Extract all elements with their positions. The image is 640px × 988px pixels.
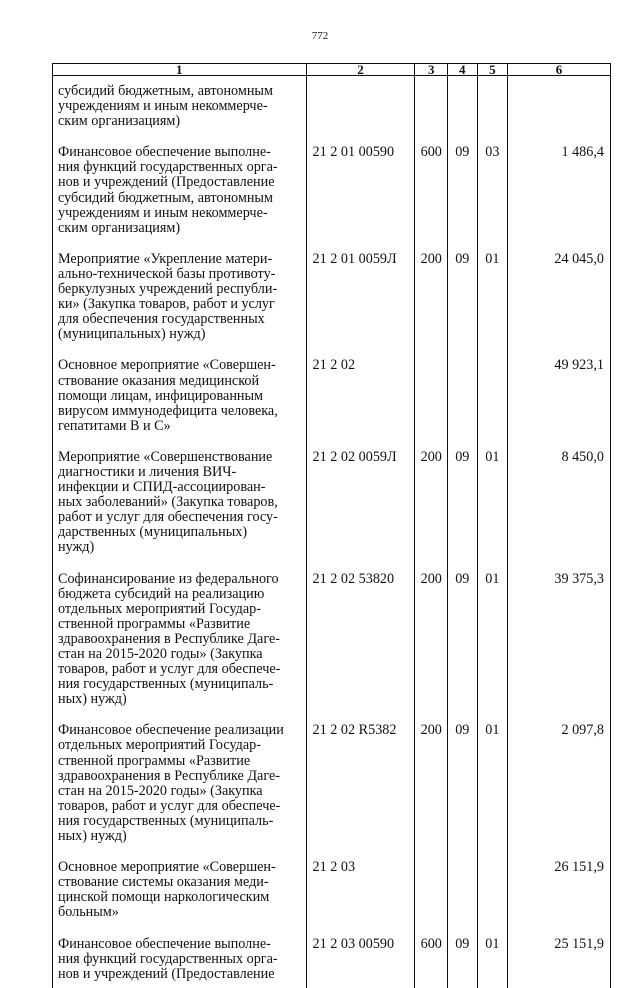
row-col-5: 01 xyxy=(477,572,508,724)
row-name: Финансовое обеспечение выполне- ния функций государственных орга- нов и учреждений (Предоставление xyxy=(53,937,307,988)
header-col-4: 4 xyxy=(448,64,478,76)
row-code: 21 2 02 0059Л xyxy=(306,450,415,572)
row-col-3: 600 xyxy=(415,145,448,252)
table-row xyxy=(53,252,611,359)
row-amount: 2 097,8 xyxy=(508,723,611,860)
row-code: 21 2 02 xyxy=(306,358,415,449)
row-amount: 25 151,9 xyxy=(508,937,611,988)
row-col-4: 09 xyxy=(448,723,478,860)
row-col-5: 01 xyxy=(477,937,508,988)
row-col-5 xyxy=(477,76,508,146)
row-code: 21 2 03 00590 xyxy=(306,937,415,988)
row-name: Финансовое обеспечение выполне- ния функций государственных орга- нов и учреждений (Предоставление субсидий бюджетным, автономным учреждениям и иным некоммерче- ским организациям) xyxy=(53,145,307,252)
header-col-6: 6 xyxy=(508,64,611,76)
row-amount: 49 923,1 xyxy=(508,358,611,449)
table-row xyxy=(53,723,611,860)
row-name: Финансовое обеспечение реализации отдельных мероприятий Государ- ственной программы «Развитие здравоохранения в Республике Даге- стан на 2015-2020 годы» (Закупка товаров, работ и услуг для обеспече- ния государственных (муниципаль- ных) нужд) xyxy=(53,723,307,860)
row-col-5 xyxy=(477,860,508,936)
row-name: Софинансирование из федерального бюджета субсидий на реализацию отдельных мероприятий Государ- ственной программы «Развитие здравоохранения в Республике Даге- стан на 2015-2020 годы» (Закупка товаров, работ и услуг для обеспече- ния государственных (муниципаль- ных) нужд) xyxy=(53,572,307,724)
row-col-3 xyxy=(415,76,448,146)
row-col-3 xyxy=(415,358,448,449)
row-col-5: 03 xyxy=(477,145,508,252)
row-amount xyxy=(508,76,611,146)
header-col-5: 5 xyxy=(477,64,508,76)
table-header xyxy=(53,64,611,76)
row-col-4: 09 xyxy=(448,572,478,724)
page-number: 772 xyxy=(311,30,329,42)
row-code: 21 2 01 0059Л xyxy=(306,252,415,359)
row-col-4: 09 xyxy=(448,937,478,988)
row-col-3: 200 xyxy=(415,252,448,359)
header-col-3: 3 xyxy=(415,64,448,76)
row-col-3: 200 xyxy=(415,450,448,572)
row-col-3: 600 xyxy=(415,937,448,988)
row-name: субсидий бюджетным, автономным учреждениям и иным некоммерче- ским организациям) xyxy=(53,76,307,146)
row-code: 21 2 02 R5382 xyxy=(306,723,415,860)
row-amount: 1 486,4 xyxy=(508,145,611,252)
row-name: Основное мероприятие «Совершен- ствование оказания медицинской помощи лицам, инфицированным вирусом иммунодефицита человека, гепатитами В и С» xyxy=(53,358,307,449)
row-name: Мероприятие «Совершенствование диагностики и личения ВИЧ- инфекции и СПИД-ассоциирован- ных заболеваний» (Закупка товаров, работ и услуг для обеспечения госу- дарственных (муниципальных) нужд) xyxy=(53,450,307,572)
row-amount: 24 045,0 xyxy=(508,252,611,359)
header-row xyxy=(53,64,611,76)
row-name: Основное мероприятие «Совершен- ствование системы оказания меди- цинской помощи наркологическим больным» xyxy=(53,860,307,936)
row-code: 21 2 02 53820 xyxy=(306,572,415,724)
table-body xyxy=(53,76,611,988)
table-row xyxy=(53,572,611,724)
row-amount: 39 375,3 xyxy=(508,572,611,724)
row-col-4 xyxy=(448,860,478,936)
row-col-5: 01 xyxy=(477,723,508,860)
header-col-1: 1 xyxy=(53,64,307,76)
table-row xyxy=(53,937,611,988)
row-col-5: 01 xyxy=(477,252,508,359)
row-col-3: 200 xyxy=(415,723,448,860)
row-col-3 xyxy=(415,860,448,936)
table-row xyxy=(53,450,611,572)
row-col-5: 01 xyxy=(477,450,508,572)
table-row xyxy=(53,358,611,449)
table-row xyxy=(53,860,611,936)
row-col-4 xyxy=(448,76,478,146)
row-code: 21 2 03 xyxy=(306,860,415,936)
table-row xyxy=(53,76,611,146)
row-col-5 xyxy=(477,358,508,449)
row-col-4: 09 xyxy=(448,450,478,572)
row-amount: 26 151,9 xyxy=(508,860,611,936)
row-col-4: 09 xyxy=(448,145,478,252)
row-col-3: 200 xyxy=(415,572,448,724)
row-amount: 8 450,0 xyxy=(508,450,611,572)
header-col-2: 2 xyxy=(306,64,415,76)
budget-table xyxy=(52,63,611,988)
row-name: Мероприятие «Укрепление матери- ально-технической базы противоту- беркулузных учреждений республи- ки» (Закупка товаров, работ и услуг для обеспечения государственных (муниципальных) нужд) xyxy=(53,252,307,359)
row-code xyxy=(306,76,415,146)
row-code: 21 2 01 00590 xyxy=(306,145,415,252)
table-row xyxy=(53,145,611,252)
row-col-4 xyxy=(448,358,478,449)
row-col-4: 09 xyxy=(448,252,478,359)
